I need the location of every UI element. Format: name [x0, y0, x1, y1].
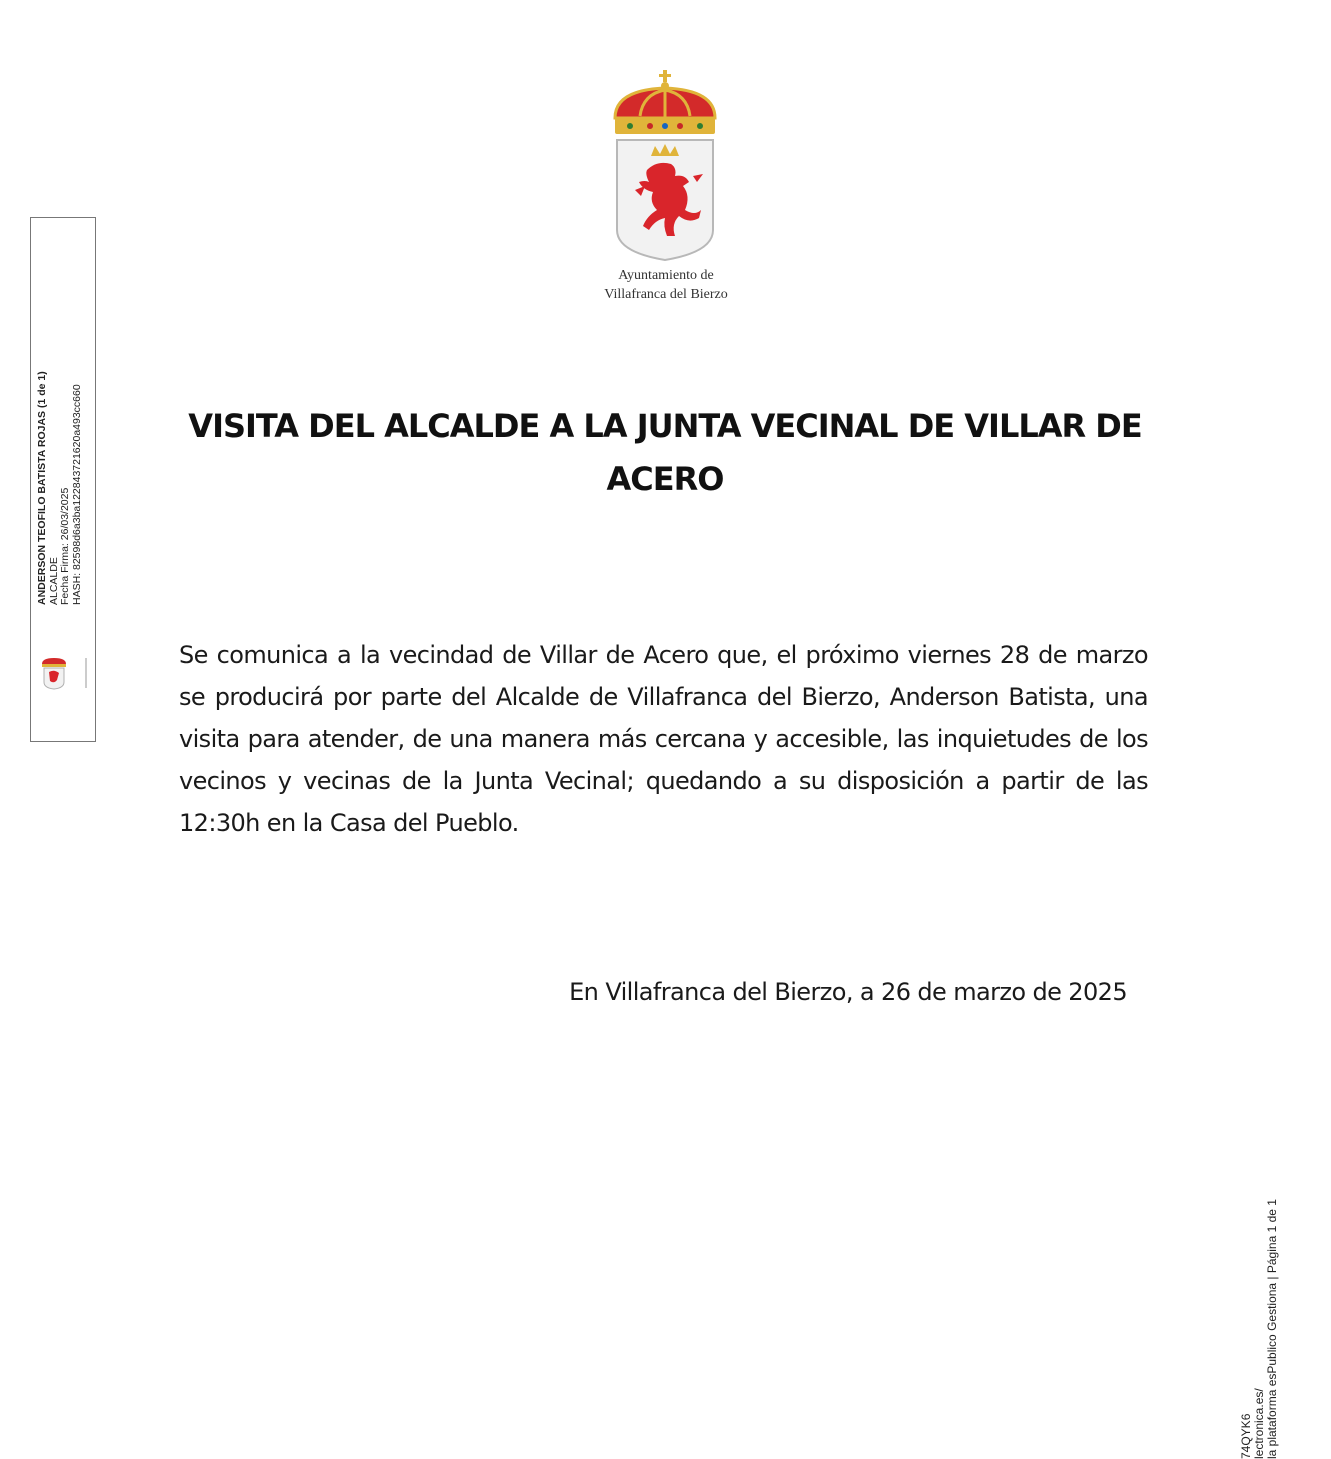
platform-page-info: la plataforma esPublico Gestiona | Página 1 de 1: [1265, 1199, 1279, 1459]
mini-coat-of-arms-icon: [40, 656, 90, 690]
verification-code: 74QYK6: [1239, 1413, 1253, 1459]
signer-name: ANDERSON TEOFILO BATISTA ROJAS (1 de 1): [36, 371, 48, 605]
signer-role: ALCALDE: [47, 557, 60, 605]
document-title: VISITA DEL ALCALDE A LA JUNTA VECINAL DE VILLAR DE ACERO: [188, 407, 1142, 498]
org-name-line2: Villafranca del Bierzo: [604, 287, 728, 302]
place-date: En Villafranca del Bierzo, a 26 de marzo de 2025: [569, 978, 1127, 1006]
org-name-line1: Ayuntamiento de: [618, 268, 714, 283]
signature-date: Fecha Firma: 26/03/2025: [59, 487, 71, 605]
document-body: Se comunica a la vecindad de Villar de Acero que, el próximo viernes 28 de marzo se producirá por parte del Alcalde de Villafranca del Bierzo, Anderson Batista, una visita para atender, de una manera más cercana y accesible, las inquietudes de los vecinos y vecinas de la Junta Vecinal; quedando a su disposición a partir de las 12:30h en la Casa del Pueblo.: [179, 641, 1148, 837]
signature-text: [37, 371, 83, 605]
coat-of-arms-icon: [605, 70, 725, 265]
organization-name: [560, 266, 772, 304]
verification-url: lectronica.es/: [1252, 1388, 1266, 1459]
verification-footer: [1240, 1199, 1279, 1459]
signature-hash: HASH: 82598d6a3ba122843721620a493cc660: [70, 384, 83, 605]
